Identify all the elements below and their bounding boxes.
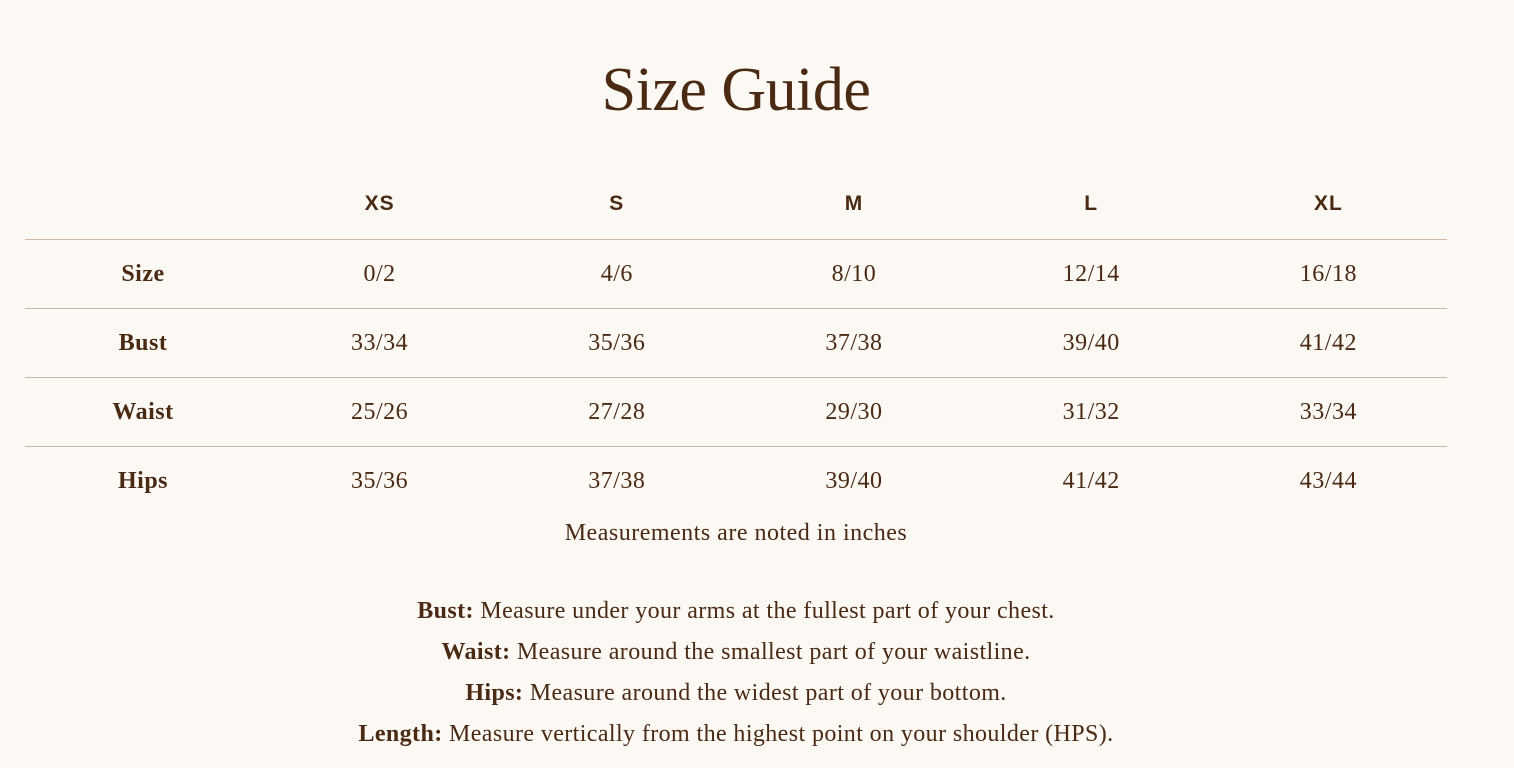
- table-header-row: [25, 169, 1447, 240]
- column-header-m: M: [844, 192, 864, 215]
- page-title: Size Guide: [601, 56, 871, 124]
- column-header-xl: XL: [1313, 192, 1343, 215]
- instruction-text: Measure around the widest part of your bottom.: [523, 680, 1007, 706]
- row-label-waist: Waist: [112, 398, 174, 425]
- table-row-size: [25, 240, 1447, 309]
- instruction-text: Measure vertically from the highest point on your shoulder (HPS).: [442, 721, 1114, 747]
- table-cell: 8/10: [831, 260, 877, 287]
- instruction-length: [0, 714, 1472, 755]
- units-note: Measurements are noted in inches: [564, 520, 908, 546]
- instruction-term: Length:: [358, 721, 443, 747]
- size-table: [25, 169, 1447, 515]
- table-cell: 16/18: [1299, 260, 1357, 287]
- row-label-size: Size: [121, 260, 165, 287]
- instruction-term: Hips:: [465, 680, 524, 706]
- table-cell: 33/34: [1299, 398, 1357, 425]
- measurement-instructions: [0, 591, 1472, 755]
- instruction-text: Measure under your arms at the fullest part of your chest.: [473, 598, 1055, 624]
- table-row-bust: [25, 309, 1447, 378]
- table-cell: 41/42: [1299, 329, 1357, 356]
- table-row-waist: [25, 378, 1447, 447]
- table-cell: 25/26: [351, 398, 409, 425]
- column-header-blank: [25, 169, 261, 240]
- table-cell: 0/2: [363, 260, 396, 287]
- row-label-bust: Bust: [118, 329, 168, 356]
- instruction-hips: [0, 673, 1472, 714]
- instruction-waist: [0, 632, 1472, 673]
- table-cell: 12/14: [1062, 260, 1120, 287]
- table-cell: 41/42: [1062, 467, 1120, 494]
- table-cell: 4/6: [600, 260, 633, 287]
- table-cell: 33/34: [351, 329, 409, 356]
- table-cell: 35/36: [351, 467, 409, 494]
- table-cell: 37/38: [588, 467, 646, 494]
- table-row-hips: [25, 447, 1447, 516]
- instruction-term: Waist:: [441, 639, 511, 665]
- table-cell: 31/32: [1062, 398, 1120, 425]
- table-cell: 35/36: [588, 329, 646, 356]
- column-header-s: S: [609, 192, 625, 215]
- instruction-text: Measure around the smallest part of your waistline.: [510, 639, 1031, 665]
- table-cell: 27/28: [588, 398, 646, 425]
- row-label-hips: Hips: [117, 467, 169, 494]
- table-cell: 39/40: [825, 467, 883, 494]
- column-header-xs: XS: [364, 192, 395, 215]
- table-cell: 39/40: [1062, 329, 1120, 356]
- table-cell: 37/38: [825, 329, 883, 356]
- column-header-l: L: [1084, 192, 1099, 215]
- instruction-bust: [0, 591, 1472, 632]
- instruction-term: Bust:: [417, 598, 474, 624]
- table-cell: 29/30: [825, 398, 883, 425]
- table-cell: 43/44: [1299, 467, 1357, 494]
